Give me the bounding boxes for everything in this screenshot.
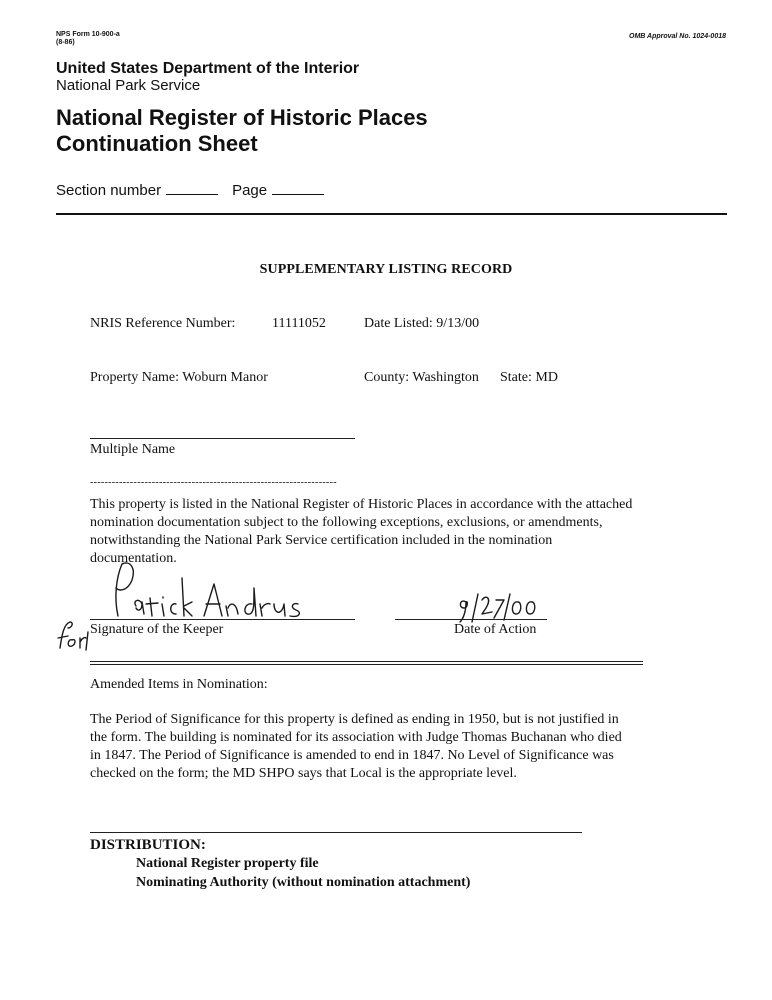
nris-value: 11111052	[272, 316, 326, 331]
page-title: National Register of Historic Places	[56, 105, 428, 130]
signature-line	[90, 619, 355, 620]
page-subtitle: Continuation Sheet	[56, 131, 258, 156]
nris-label: NRIS Reference Number:	[90, 316, 236, 331]
multiple-name-label: Multiple Name	[90, 442, 176, 457]
distribution-item: National Register property file	[136, 856, 319, 871]
statement-line: documentation.	[90, 551, 177, 566]
service-name: National Park Service	[56, 77, 201, 94]
statement-line: This property is listed in the National Register of Historic Places in accordance with the attached	[90, 497, 633, 512]
signature-label: Signature of the Keeper	[90, 622, 224, 637]
record-title: SUPPLEMENTARY LISTING RECORD	[259, 262, 513, 277]
state: State: MD	[500, 370, 558, 385]
amendment-line: checked on the form; the MD SHPO says that Local is the appropriate level.	[90, 766, 517, 781]
page-label: Page	[232, 182, 268, 199]
double-rule	[90, 661, 643, 665]
statement-line: notwithstanding the National Park Service certification included in the nomination	[90, 533, 553, 548]
dashed-separator: --------------------------------------------------------------------	[90, 477, 337, 488]
amendment-text	[90, 711, 710, 783]
multiple-name-line	[90, 438, 355, 439]
county: County: Washington	[364, 370, 479, 385]
amended-items-label: Amended Items in Nomination:	[90, 677, 268, 692]
header-divider	[56, 213, 727, 215]
form-date-line: (8-86)	[56, 39, 75, 46]
date-of-action-label: Date of Action	[454, 622, 537, 637]
distribution-item: Nominating Authority (without nomination attachment)	[136, 875, 471, 890]
form-number-line: NPS Form 10-900-a	[56, 31, 120, 38]
amendment-line: in 1847. The Period of Significance is amended to end in 1847. No Level of Significance was	[90, 748, 614, 763]
agency-name: United States Department of the Interior	[56, 60, 360, 77]
keeper-signature	[92, 558, 312, 628]
property-name: Property Name: Woburn Manor	[90, 370, 268, 385]
date-listed: Date Listed: 9/13/00	[364, 316, 480, 331]
section-number-label: Section number	[56, 182, 162, 199]
section-page-line	[56, 182, 338, 199]
omb-approval: OMB Approval No. 1024-0018	[629, 33, 726, 40]
form-number	[56, 31, 120, 47]
statement-line: nomination documentation subject to the following exceptions, exclusions, or amendments,	[90, 515, 603, 530]
date-line	[395, 619, 547, 620]
distribution-title: DISTRIBUTION:	[90, 837, 206, 853]
amendment-line: the form. The building is nominated for its association with Judge Thomas Buchanan who died	[90, 730, 622, 745]
handwritten-initials	[50, 614, 90, 654]
distribution-rule	[90, 832, 582, 833]
page-blank	[272, 194, 324, 195]
amendment-line: The Period of Significance for this property is defined as ending in 1950, but is not justified in	[90, 712, 619, 727]
section-number-blank	[166, 194, 218, 195]
